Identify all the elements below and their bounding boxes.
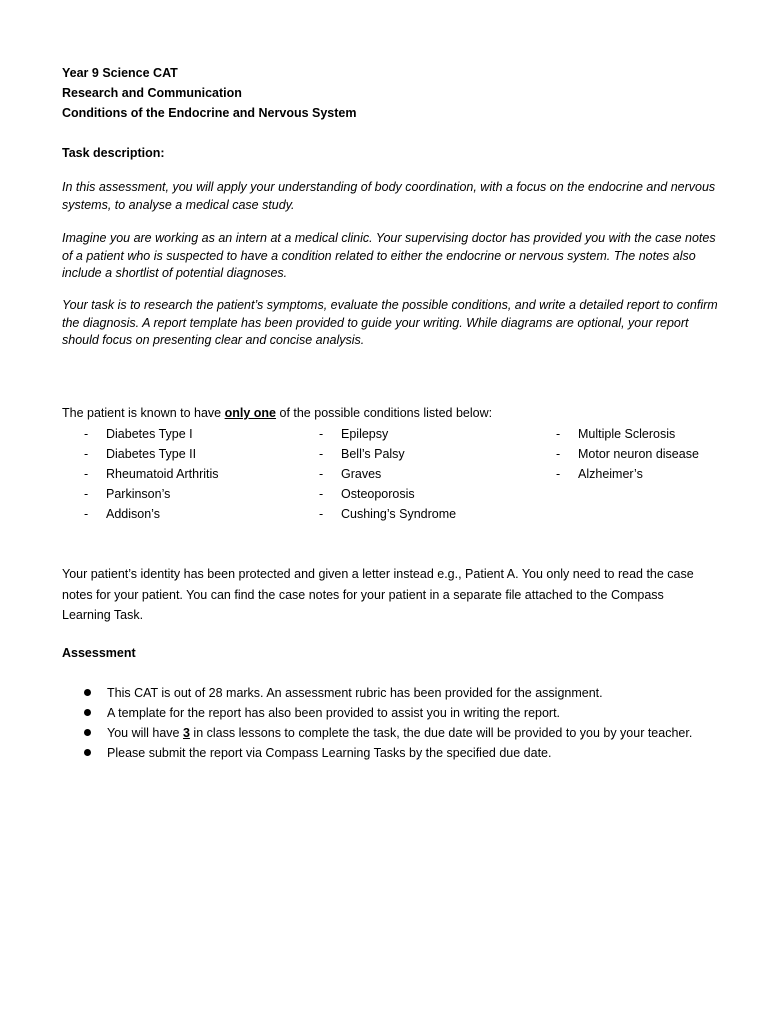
dash-bullet: - <box>84 427 89 441</box>
task-heading: Task description: <box>62 146 165 160</box>
condition-label: Graves <box>341 467 382 481</box>
bullet-dot-icon <box>84 689 91 696</box>
condition-label: Addison’s <box>106 507 160 521</box>
doc-topic: Conditions of the Endocrine and Nervous System <box>62 106 357 120</box>
dash-bullet: - <box>84 467 89 481</box>
intro-text-start: The patient is known to have <box>62 406 225 420</box>
dash-bullet: - <box>319 447 324 461</box>
lessons-count: 3 <box>182 726 190 740</box>
condition-label: Rheumatoid Arthritis <box>106 467 219 481</box>
dash-bullet: - <box>556 467 561 481</box>
assessment-item-text: This CAT is out of 28 marks. An assessment rubric has been provided for the assignment. <box>107 686 603 700</box>
assessment-heading: Assessment <box>62 646 136 660</box>
dash-bullet: - <box>319 427 324 441</box>
condition-label: Bell’s Palsy <box>341 447 405 461</box>
dash-bullet: - <box>84 507 89 521</box>
condition-label: Cushing’s Syndrome <box>341 507 457 521</box>
condition-label: Osteoporosis <box>341 487 415 501</box>
conditions-intro <box>62 403 492 423</box>
bullet-dot-icon <box>84 749 91 756</box>
dash-bullet: - <box>319 487 324 501</box>
bullet-dot-icon <box>84 709 91 716</box>
condition-label: Alzheimer’s <box>578 467 643 481</box>
dash-bullet: - <box>84 487 89 501</box>
bullet-dot-icon <box>84 729 91 736</box>
dash-bullet: - <box>319 507 324 521</box>
assessment-item-text: Please submit the report via Compass Learning Tasks by the specified due date. <box>107 746 552 760</box>
task-paragraph-2: Imagine you are working as an intern at a medical clinic. Your supervising doctor has provided you with the case notes of a patient who is suspected to have a condition related to either the endocrine or nervous system. The notes also include a shortlist of potential diagnoses. <box>62 231 716 280</box>
assessment-item-text <box>107 723 692 743</box>
dash-bullet: - <box>84 447 89 461</box>
doc-title: Year 9 Science CAT <box>62 66 178 80</box>
identity-paragraph: Your patient’s identity has been protected and given a letter instead e.g., Patient A. You only need to read the case notes for your patient. You can find the case notes for your patient in a separate file attached to the Compass Learning Task. <box>62 567 694 622</box>
intro-text-end: of the possible conditions listed below: <box>276 406 493 420</box>
condition-label: Diabetes Type II <box>106 447 197 461</box>
condition-label: Parkinson’s <box>106 487 171 501</box>
lessons-text-end: in class lessons to complete the task, the due date will be provided to you by your teacher. <box>189 726 693 740</box>
lessons-text-start: You will have <box>107 726 183 740</box>
condition-label: Motor neuron disease <box>578 447 699 461</box>
assessment-item-text: A template for the report has also been provided to assist you in writing the report. <box>107 706 561 720</box>
condition-label: Multiple Sclerosis <box>578 427 676 441</box>
dash-bullet: - <box>556 427 561 441</box>
condition-label: Epilepsy <box>341 427 389 441</box>
intro-emphasis: only one <box>224 406 277 420</box>
doc-subtitle: Research and Communication <box>62 86 242 100</box>
task-paragraph-3: Your task is to research the patient’s symptoms, evaluate the possible conditions, and write a detailed report to confirm the diagnosis. A report template has been provided to guide your writing. While diagrams are optional, your report should focus on presenting clear and concise analysis. <box>62 298 718 347</box>
condition-label: Diabetes Type I <box>106 427 193 441</box>
dash-bullet: - <box>319 467 324 481</box>
dash-bullet: - <box>556 447 561 461</box>
task-paragraph-1: In this assessment, you will apply your understanding of body coordination, with a focus on the endocrine and nervous systems, to analyse a medical case study. <box>62 180 716 212</box>
